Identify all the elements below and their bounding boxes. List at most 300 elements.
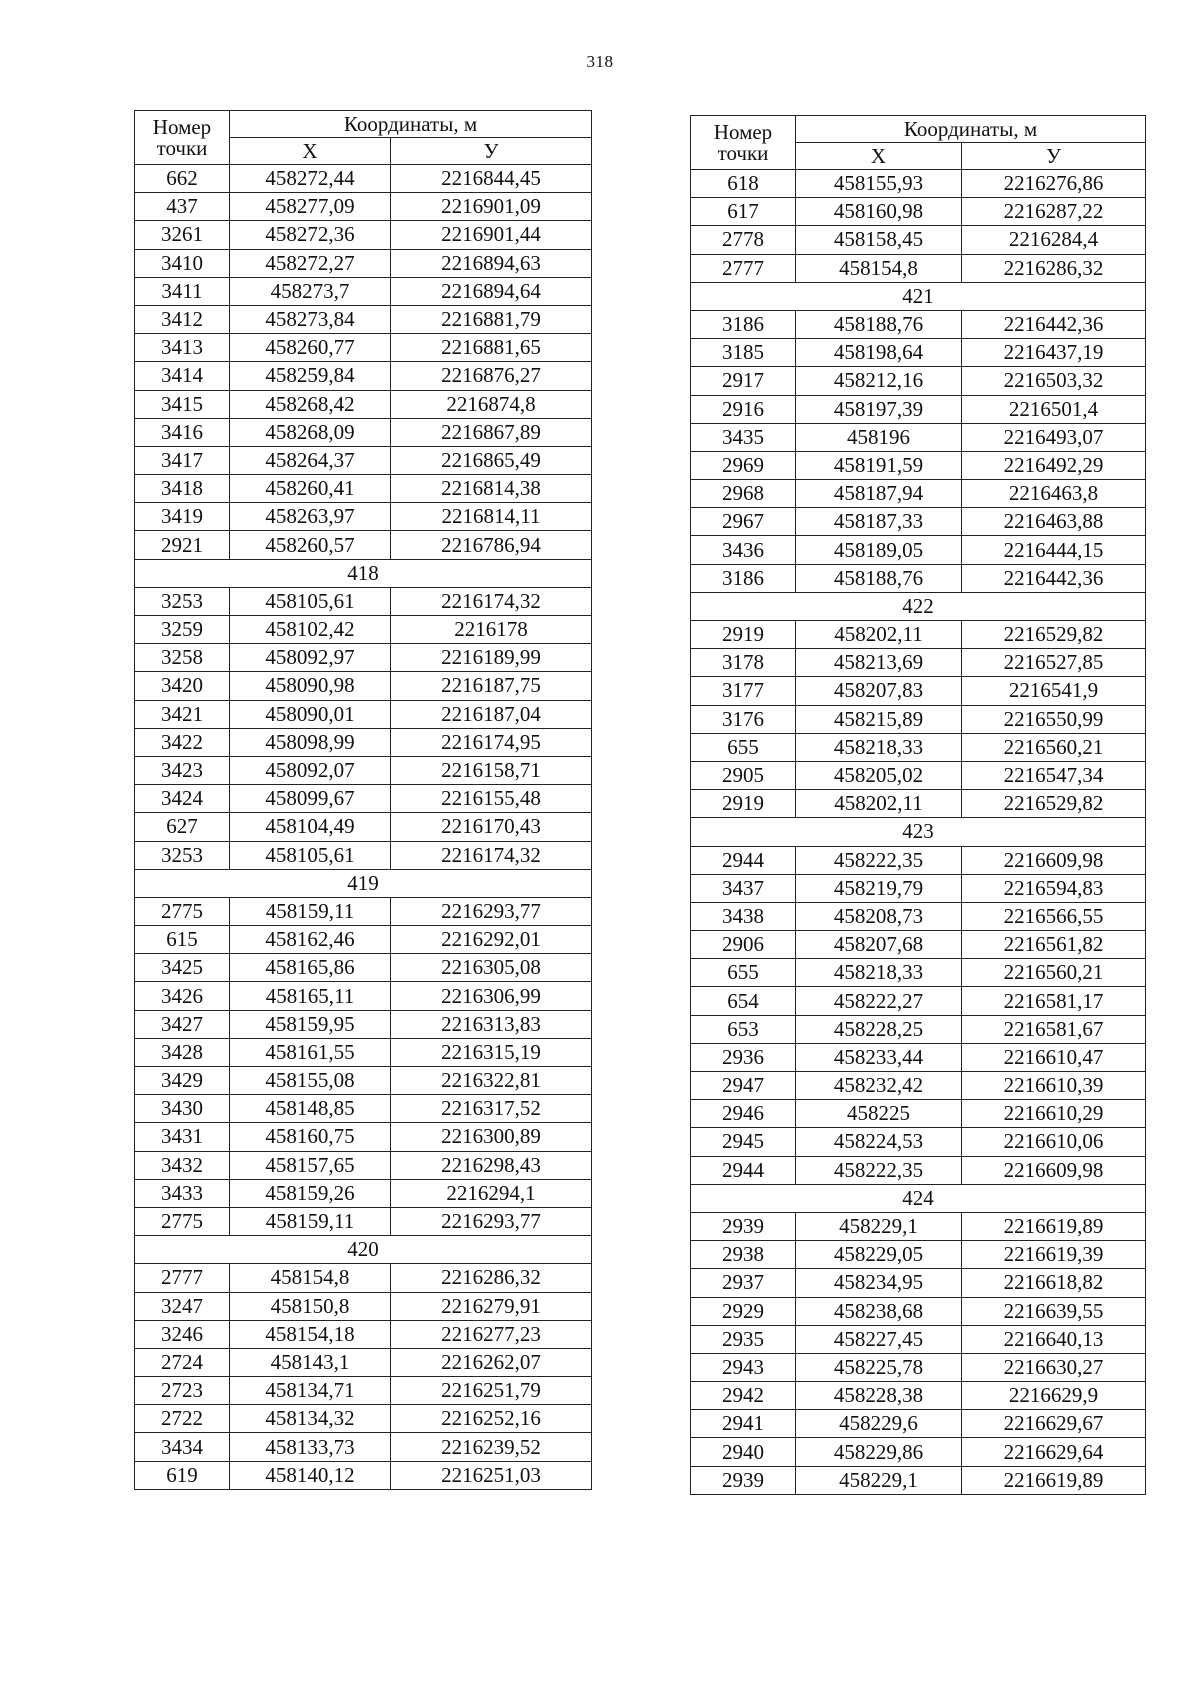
x-coordinate-cell: 458159,95	[230, 1010, 391, 1038]
x-coordinate-cell: 458224,53	[796, 1128, 962, 1156]
y-coordinate-cell: 2216610,39	[962, 1072, 1146, 1100]
x-coordinate-cell: 458222,35	[796, 846, 962, 874]
table-row	[691, 677, 1146, 705]
point-number-cell: 3253	[135, 587, 230, 615]
x-coordinate-cell: 458273,7	[230, 277, 391, 305]
table-row	[691, 987, 1146, 1015]
y-coordinate-cell: 2216463,88	[962, 508, 1146, 536]
y-coordinate-cell: 2216629,67	[962, 1410, 1146, 1438]
point-number-cell: 2775	[135, 1207, 230, 1235]
table-row	[691, 1438, 1146, 1466]
x-coordinate-cell: 458229,86	[796, 1438, 962, 1466]
x-coordinate-cell: 458219,79	[796, 874, 962, 902]
table-row	[135, 813, 592, 841]
table-row	[691, 1128, 1146, 1156]
y-coordinate-cell: 2216541,9	[962, 677, 1146, 705]
x-coordinate-cell: 458229,1	[796, 1212, 962, 1240]
point-number-cell: 615	[135, 926, 230, 954]
x-coordinate-cell: 458202,11	[796, 621, 962, 649]
point-number-cell: 2906	[691, 931, 796, 959]
table-row	[691, 931, 1146, 959]
y-coordinate-cell: 2216493,07	[962, 423, 1146, 451]
x-coordinate-cell: 458225,78	[796, 1353, 962, 1381]
point-number-cell: 3427	[135, 1010, 230, 1038]
point-number-cell: 2723	[135, 1377, 230, 1405]
point-number-cell: 3436	[691, 536, 796, 564]
table-row	[135, 785, 592, 813]
x-coordinate-cell: 458160,98	[796, 198, 962, 226]
y-coordinate-cell: 2216294,1	[391, 1179, 592, 1207]
table-row	[691, 1325, 1146, 1353]
point-number-cell: 3417	[135, 446, 230, 474]
x-coordinate-cell: 458232,42	[796, 1072, 962, 1100]
y-coordinate-cell: 2216279,91	[391, 1292, 592, 1320]
table-row	[135, 446, 592, 474]
point-number-cell: 662	[135, 165, 230, 193]
table-row	[691, 564, 1146, 592]
y-coordinate-cell: 2216867,89	[391, 418, 592, 446]
x-coordinate-cell: 458196	[796, 423, 962, 451]
y-coordinate-cell: 2216619,89	[962, 1212, 1146, 1240]
table-row	[135, 1264, 592, 1292]
header-x: Х	[796, 143, 962, 170]
y-coordinate-cell: 2216619,39	[962, 1241, 1146, 1269]
section-number: 419	[135, 869, 592, 897]
x-coordinate-cell: 458272,44	[230, 165, 391, 193]
x-coordinate-cell: 458205,02	[796, 761, 962, 789]
point-number-cell: 2944	[691, 1156, 796, 1184]
x-coordinate-cell: 458188,76	[796, 564, 962, 592]
table-row	[691, 902, 1146, 930]
point-number-cell: 3412	[135, 305, 230, 333]
x-coordinate-cell: 458105,61	[230, 841, 391, 869]
y-coordinate-cell: 2216894,63	[391, 249, 592, 277]
point-number-cell: 2722	[135, 1405, 230, 1433]
x-coordinate-cell: 458143,1	[230, 1348, 391, 1376]
header-y: У	[962, 143, 1146, 170]
y-coordinate-cell: 2216178	[391, 616, 592, 644]
point-number-cell: 3410	[135, 249, 230, 277]
table-row	[135, 672, 592, 700]
x-coordinate-cell: 458187,33	[796, 508, 962, 536]
x-coordinate-cell: 458208,73	[796, 902, 962, 930]
table-row	[135, 616, 592, 644]
header-point-number	[691, 116, 796, 170]
x-coordinate-cell: 458228,25	[796, 1015, 962, 1043]
point-number-cell: 3253	[135, 841, 230, 869]
table-row	[691, 1241, 1146, 1269]
point-number-cell: 3428	[135, 1038, 230, 1066]
x-coordinate-cell: 458191,59	[796, 451, 962, 479]
y-coordinate-cell: 2216293,77	[391, 897, 592, 925]
x-coordinate-cell: 458158,45	[796, 226, 962, 254]
header-y: У	[391, 138, 592, 165]
point-number-cell: 2939	[691, 1466, 796, 1494]
y-coordinate-cell: 2216305,08	[391, 954, 592, 982]
x-coordinate-cell: 458148,85	[230, 1095, 391, 1123]
coordinates-table-left	[134, 110, 592, 1490]
point-number-cell: 3261	[135, 221, 230, 249]
section-row	[135, 869, 592, 897]
section-number: 420	[135, 1236, 592, 1264]
x-coordinate-cell: 458102,42	[230, 616, 391, 644]
x-coordinate-cell: 458277,09	[230, 193, 391, 221]
y-coordinate-cell: 2216581,67	[962, 1015, 1146, 1043]
y-coordinate-cell: 2216865,49	[391, 446, 592, 474]
y-coordinate-cell: 2216881,79	[391, 305, 592, 333]
point-number-cell: 437	[135, 193, 230, 221]
x-coordinate-cell: 458272,27	[230, 249, 391, 277]
y-coordinate-cell: 2216444,15	[962, 536, 1146, 564]
table-row	[691, 874, 1146, 902]
table-row	[135, 475, 592, 503]
point-number-cell: 3432	[135, 1151, 230, 1179]
table-row	[135, 728, 592, 756]
y-coordinate-cell: 2216187,04	[391, 700, 592, 728]
point-number-cell: 3411	[135, 277, 230, 305]
y-coordinate-cell: 2216894,64	[391, 277, 592, 305]
table-row	[691, 733, 1146, 761]
x-coordinate-cell: 458150,8	[230, 1292, 391, 1320]
x-coordinate-cell: 458165,11	[230, 982, 391, 1010]
table-row	[691, 395, 1146, 423]
point-number-cell: 3246	[135, 1320, 230, 1348]
point-number-cell: 3415	[135, 390, 230, 418]
y-coordinate-cell: 2216610,29	[962, 1100, 1146, 1128]
y-coordinate-cell: 2216560,21	[962, 959, 1146, 987]
y-coordinate-cell: 2216610,47	[962, 1043, 1146, 1071]
point-number-cell: 3419	[135, 503, 230, 531]
x-coordinate-cell: 458229,1	[796, 1466, 962, 1494]
header-point-label-line1: Номер	[713, 119, 773, 144]
x-coordinate-cell: 458272,36	[230, 221, 391, 249]
x-coordinate-cell: 458268,09	[230, 418, 391, 446]
point-number-cell: 3434	[135, 1433, 230, 1461]
x-coordinate-cell: 458207,83	[796, 677, 962, 705]
point-number-cell: 2940	[691, 1438, 796, 1466]
y-coordinate-cell: 2216529,82	[962, 621, 1146, 649]
point-number-cell: 3416	[135, 418, 230, 446]
x-coordinate-cell: 458260,41	[230, 475, 391, 503]
x-coordinate-cell: 458229,05	[796, 1241, 962, 1269]
point-number-cell: 619	[135, 1461, 230, 1489]
section-row	[135, 559, 592, 587]
y-coordinate-cell: 2216561,82	[962, 931, 1146, 959]
x-coordinate-cell: 458229,6	[796, 1410, 962, 1438]
y-coordinate-cell: 2216610,06	[962, 1128, 1146, 1156]
y-coordinate-cell: 2216158,71	[391, 756, 592, 784]
table-row	[135, 1095, 592, 1123]
y-coordinate-cell: 2216639,55	[962, 1297, 1146, 1325]
x-coordinate-cell: 458263,97	[230, 503, 391, 531]
x-coordinate-cell: 458155,08	[230, 1067, 391, 1095]
table-row	[135, 334, 592, 362]
y-coordinate-cell: 2216286,32	[962, 254, 1146, 282]
table-row	[691, 198, 1146, 226]
table-row	[691, 423, 1146, 451]
point-number-cell: 2921	[135, 531, 230, 559]
y-coordinate-cell: 2216155,48	[391, 785, 592, 813]
point-number-cell: 2947	[691, 1072, 796, 1100]
x-coordinate-cell: 458159,26	[230, 1179, 391, 1207]
y-coordinate-cell: 2216594,83	[962, 874, 1146, 902]
y-coordinate-cell: 2216814,11	[391, 503, 592, 531]
y-coordinate-cell: 2216527,85	[962, 649, 1146, 677]
point-number-cell: 2777	[135, 1264, 230, 1292]
table-row	[135, 1067, 592, 1095]
table-row	[135, 587, 592, 615]
header-point-label-line2: точки	[156, 135, 208, 160]
table-row	[135, 277, 592, 305]
table-row	[135, 1433, 592, 1461]
table-row	[135, 1405, 592, 1433]
point-number-cell: 3418	[135, 475, 230, 503]
point-number-cell: 2919	[691, 621, 796, 649]
x-coordinate-cell: 458090,98	[230, 672, 391, 700]
y-coordinate-cell: 2216501,4	[962, 395, 1146, 423]
table-row	[135, 1377, 592, 1405]
y-coordinate-cell: 2216442,36	[962, 310, 1146, 338]
y-coordinate-cell: 2216292,01	[391, 926, 592, 954]
y-coordinate-cell: 2216609,98	[962, 846, 1146, 874]
y-coordinate-cell: 2216618,82	[962, 1269, 1146, 1297]
table-row	[691, 1043, 1146, 1071]
y-coordinate-cell: 2216300,89	[391, 1123, 592, 1151]
table-row	[691, 846, 1146, 874]
section-number: 418	[135, 559, 592, 587]
table-row	[691, 1072, 1146, 1100]
x-coordinate-cell: 458165,86	[230, 954, 391, 982]
point-number-cell: 2944	[691, 846, 796, 874]
header-point-number	[135, 111, 230, 165]
table-row	[135, 644, 592, 672]
point-number-cell: 3259	[135, 616, 230, 644]
table-row	[691, 508, 1146, 536]
x-coordinate-cell: 458260,77	[230, 334, 391, 362]
table-row	[135, 1151, 592, 1179]
y-coordinate-cell: 2216786,94	[391, 531, 592, 559]
x-coordinate-cell: 458260,57	[230, 531, 391, 559]
table-row	[691, 310, 1146, 338]
table-row	[691, 170, 1146, 198]
y-coordinate-cell: 2216560,21	[962, 733, 1146, 761]
y-coordinate-cell: 2216239,52	[391, 1433, 592, 1461]
table-row	[691, 1353, 1146, 1381]
header-point-label-line1: Номер	[152, 114, 212, 139]
y-coordinate-cell: 2216170,43	[391, 813, 592, 841]
point-number-cell: 618	[691, 170, 796, 198]
point-number-cell: 2778	[691, 226, 796, 254]
x-coordinate-cell: 458189,05	[796, 536, 962, 564]
table-row	[691, 451, 1146, 479]
x-coordinate-cell: 458227,45	[796, 1325, 962, 1353]
section-row	[691, 592, 1146, 620]
point-number-cell: 2969	[691, 451, 796, 479]
table-row	[135, 926, 592, 954]
table-row	[691, 1212, 1146, 1240]
x-coordinate-cell: 458162,46	[230, 926, 391, 954]
y-coordinate-cell: 2216550,99	[962, 705, 1146, 733]
section-number: 421	[691, 282, 1146, 310]
y-coordinate-cell: 2216442,36	[962, 564, 1146, 592]
header-coordinates: Координаты, м	[796, 116, 1146, 143]
table-row	[135, 700, 592, 728]
y-coordinate-cell: 2216437,19	[962, 339, 1146, 367]
y-coordinate-cell: 2216293,77	[391, 1207, 592, 1235]
point-number-cell: 2967	[691, 508, 796, 536]
table-row	[691, 959, 1146, 987]
table-row	[691, 1100, 1146, 1128]
point-number-cell: 3424	[135, 785, 230, 813]
table-row	[691, 1269, 1146, 1297]
x-coordinate-cell: 458134,71	[230, 1377, 391, 1405]
point-number-cell: 3426	[135, 982, 230, 1010]
section-row	[691, 1184, 1146, 1212]
table-row	[135, 221, 592, 249]
x-coordinate-cell: 458133,73	[230, 1433, 391, 1461]
point-number-cell: 2724	[135, 1348, 230, 1376]
table-row	[135, 418, 592, 446]
x-coordinate-cell: 458198,64	[796, 339, 962, 367]
point-number-cell: 3176	[691, 705, 796, 733]
point-number-cell: 2936	[691, 1043, 796, 1071]
point-number-cell: 3438	[691, 902, 796, 930]
point-number-cell: 3430	[135, 1095, 230, 1123]
point-number-cell: 3186	[691, 564, 796, 592]
point-number-cell: 2968	[691, 480, 796, 508]
table-row	[135, 841, 592, 869]
point-number-cell: 2775	[135, 897, 230, 925]
table-row	[135, 165, 592, 193]
x-coordinate-cell: 458259,84	[230, 362, 391, 390]
y-coordinate-cell: 2216503,32	[962, 367, 1146, 395]
point-number-cell: 3437	[691, 874, 796, 902]
y-coordinate-cell: 2216629,9	[962, 1382, 1146, 1410]
x-coordinate-cell: 458159,11	[230, 897, 391, 925]
y-coordinate-cell: 2216276,86	[962, 170, 1146, 198]
table-row	[135, 531, 592, 559]
header-point-label-line2: точки	[717, 140, 769, 165]
y-coordinate-cell: 2216298,43	[391, 1151, 592, 1179]
table-row	[135, 982, 592, 1010]
y-coordinate-cell: 2216187,75	[391, 672, 592, 700]
x-coordinate-cell: 458222,35	[796, 1156, 962, 1184]
y-coordinate-cell: 2216313,83	[391, 1010, 592, 1038]
point-number-cell: 3258	[135, 644, 230, 672]
y-coordinate-cell: 2216251,79	[391, 1377, 592, 1405]
point-number-cell: 2916	[691, 395, 796, 423]
table-row	[135, 1292, 592, 1320]
x-coordinate-cell: 458238,68	[796, 1297, 962, 1325]
y-coordinate-cell: 2216630,27	[962, 1353, 1146, 1381]
table-row	[135, 1207, 592, 1235]
table-row	[691, 705, 1146, 733]
x-coordinate-cell: 458098,99	[230, 728, 391, 756]
point-number-cell: 3420	[135, 672, 230, 700]
x-coordinate-cell: 458161,55	[230, 1038, 391, 1066]
x-coordinate-cell: 458159,11	[230, 1207, 391, 1235]
header-x: Х	[230, 138, 391, 165]
point-number-cell: 2938	[691, 1241, 796, 1269]
y-coordinate-cell: 2216262,07	[391, 1348, 592, 1376]
table-row	[691, 1410, 1146, 1438]
table-row	[691, 1466, 1146, 1494]
point-number-cell: 617	[691, 198, 796, 226]
page-number: 318	[586, 52, 614, 71]
x-coordinate-cell: 458234,95	[796, 1269, 962, 1297]
section-row	[691, 818, 1146, 846]
y-coordinate-cell: 2216581,17	[962, 987, 1146, 1015]
x-coordinate-cell: 458218,33	[796, 959, 962, 987]
y-coordinate-cell: 2216901,44	[391, 221, 592, 249]
table-row	[135, 756, 592, 784]
y-coordinate-cell: 2216814,38	[391, 475, 592, 503]
y-coordinate-cell: 2216619,89	[962, 1466, 1146, 1494]
table-row	[691, 339, 1146, 367]
coordinates-table-right	[690, 115, 1146, 1495]
y-coordinate-cell: 2216529,82	[962, 790, 1146, 818]
x-coordinate-cell: 458264,37	[230, 446, 391, 474]
table-row	[135, 1038, 592, 1066]
y-coordinate-cell: 2216322,81	[391, 1067, 592, 1095]
y-coordinate-cell: 2216876,27	[391, 362, 592, 390]
point-number-cell: 2935	[691, 1325, 796, 1353]
point-number-cell: 3425	[135, 954, 230, 982]
y-coordinate-cell: 2216252,16	[391, 1405, 592, 1433]
x-coordinate-cell: 458134,32	[230, 1405, 391, 1433]
table-row	[135, 503, 592, 531]
x-coordinate-cell: 458215,89	[796, 705, 962, 733]
x-coordinate-cell: 458202,11	[796, 790, 962, 818]
point-number-cell: 627	[135, 813, 230, 841]
y-coordinate-cell: 2216277,23	[391, 1320, 592, 1348]
point-number-cell: 655	[691, 959, 796, 987]
x-coordinate-cell: 458160,75	[230, 1123, 391, 1151]
table-row	[135, 1461, 592, 1489]
x-coordinate-cell: 458104,49	[230, 813, 391, 841]
point-number-cell: 3422	[135, 728, 230, 756]
point-number-cell: 3178	[691, 649, 796, 677]
table-row	[691, 1156, 1146, 1184]
y-coordinate-cell: 2216287,22	[962, 198, 1146, 226]
y-coordinate-cell: 2216609,98	[962, 1156, 1146, 1184]
x-coordinate-cell: 458197,39	[796, 395, 962, 423]
point-number-cell: 2941	[691, 1410, 796, 1438]
point-number-cell: 2917	[691, 367, 796, 395]
table-row	[691, 790, 1146, 818]
table-row	[135, 1320, 592, 1348]
table-row	[691, 1297, 1146, 1325]
table-row	[691, 367, 1146, 395]
y-coordinate-cell: 2216174,95	[391, 728, 592, 756]
x-coordinate-cell: 458154,8	[796, 254, 962, 282]
x-coordinate-cell: 458154,8	[230, 1264, 391, 1292]
point-number-cell: 3186	[691, 310, 796, 338]
point-number-cell: 655	[691, 733, 796, 761]
table-row	[135, 1179, 592, 1207]
x-coordinate-cell: 458090,01	[230, 700, 391, 728]
table-row	[691, 226, 1146, 254]
x-coordinate-cell: 458092,97	[230, 644, 391, 672]
table-row	[135, 305, 592, 333]
table-row	[135, 193, 592, 221]
y-coordinate-cell: 2216874,8	[391, 390, 592, 418]
point-number-cell: 3431	[135, 1123, 230, 1151]
x-coordinate-cell: 458212,16	[796, 367, 962, 395]
table-row	[135, 1348, 592, 1376]
x-coordinate-cell: 458154,18	[230, 1320, 391, 1348]
point-number-cell: 3423	[135, 756, 230, 784]
